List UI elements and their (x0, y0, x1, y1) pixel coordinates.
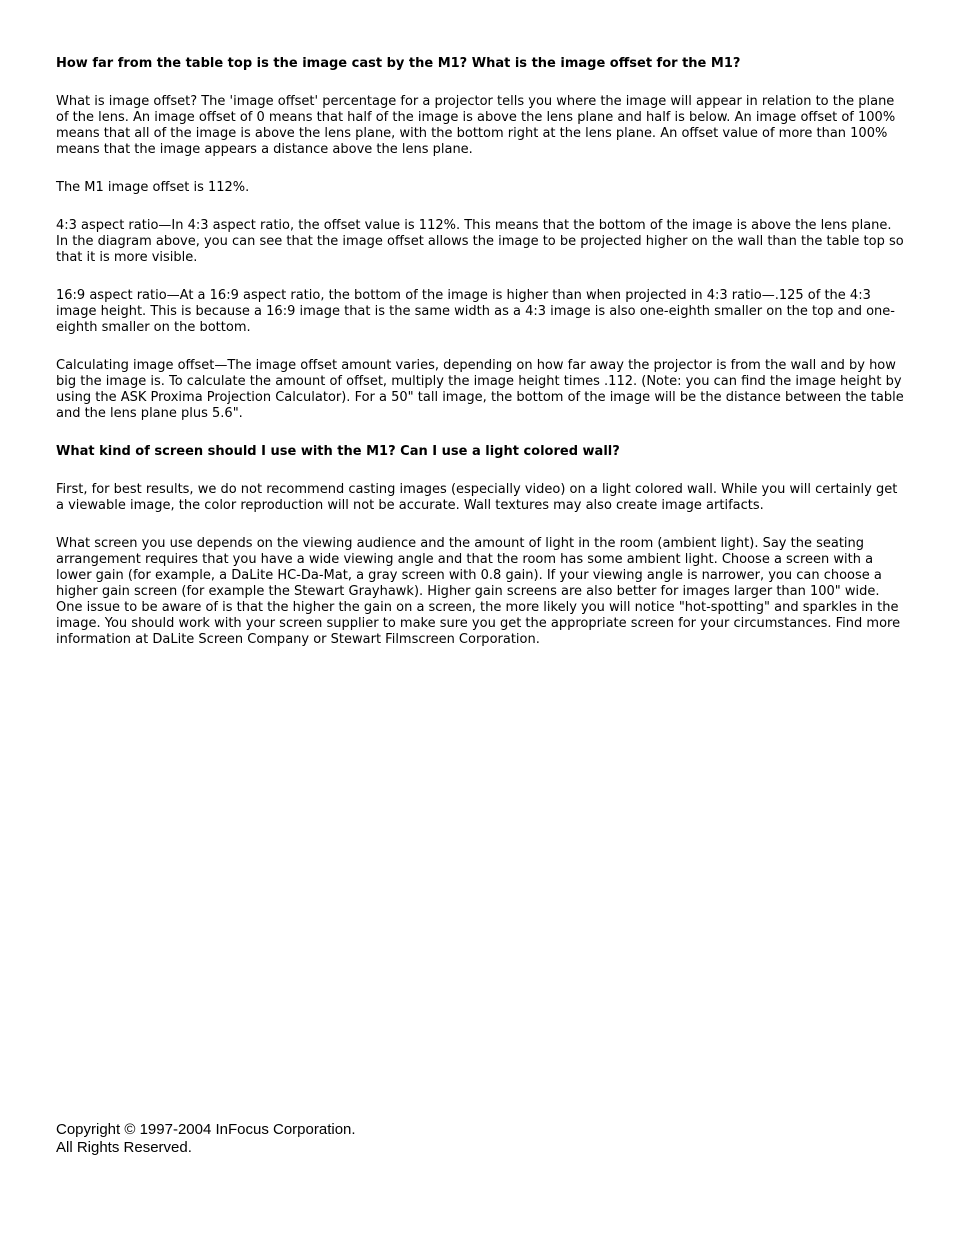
copyright-line: Copyright © 1997-2004 InFocus Corporation. (56, 1121, 356, 1138)
paragraph-m1-offset-value: The M1 image offset is 112%. (56, 180, 250, 195)
question-heading-image-offset: How far from the table top is the image cast by the M1? What is the image offset for the M1? (56, 56, 741, 71)
document-body (56, 56, 906, 670)
question-heading-screen: What kind of screen should I use with the M1? Can I use a light colored wall? (56, 444, 620, 459)
rights-reserved-line: All Rights Reserved. (56, 1139, 192, 1156)
paragraph-light-colored-wall: First, for best results, we do not recommend casting images (especially video) on a light colored wall. While you will certainly get a viewable image, the color reproduction will not be accurate. Wall textures may also create image artifacts. (56, 482, 898, 513)
paragraph-what-is-image-offset: What is image offset? The 'image offset' percentage for a projector tells you where the image will appear in relation to the plane of the lens. An image offset of 0 means that half of the image is above the lens plane and half is below. An image offset of 100% means that all of the image is above the lens plane, with the bottom right at the lens plane. An offset value of more than 100% means that the image appears a distance above the lens plane. (56, 94, 896, 157)
copyright-footer (56, 1121, 356, 1157)
paragraph-16-9-aspect-ratio: 16:9 aspect ratio—At a 16:9 aspect ratio, the bottom of the image is higher than when projected in 4:3 ratio—.125 of the 4:3 image height. This is because a 16:9 image that is the same width as a 4:3 image is also one-eighth smaller on the top and one-eighth smaller on the bottom. (56, 288, 895, 335)
paragraph-4-3-aspect-ratio: 4:3 aspect ratio—In 4:3 aspect ratio, the offset value is 112%. This means that the bottom of the image is above the lens plane. In the diagram above, you can see that the image offset allows the image to be projected higher on the wall than the table top so that it is more visible. (56, 218, 904, 265)
paragraph-calculating-offset: Calculating image offset—The image offset amount varies, depending on how far away the projector is from the wall and by how big the image is. To calculate the amount of offset, multiply the image height times .112. (Note: you can find the image height by using the ASK Proxima Projection Calculator). For a 50" tall image, the bottom of the image will be the distance between the table and the lens plane plus 5.6". (56, 358, 904, 421)
paragraph-screen-choice: What screen you use depends on the viewing audience and the amount of light in the room (ambient light). Say the seating arrangement requires that you have a wide viewing angle and that the room has some ambient light. Choose a screen with a lower gain (for example, a DaLite HC-Da-Mat, a gray screen with 0.8 gain). If your viewing angle is narrower, you can choose a higher gain screen (for example the Stewart Grayhawk). Higher gain screens are also better for images larger than 100" wide. One issue to be aware of is that the higher the gain on a screen, the more likely you will notice "hot-spotting" and sparkles in the image. You should work with your screen supplier to make sure you get the appropriate screen for your circumstances. Find more information at DaLite Screen Company or Stewart Filmscreen Corporation. (56, 536, 901, 647)
